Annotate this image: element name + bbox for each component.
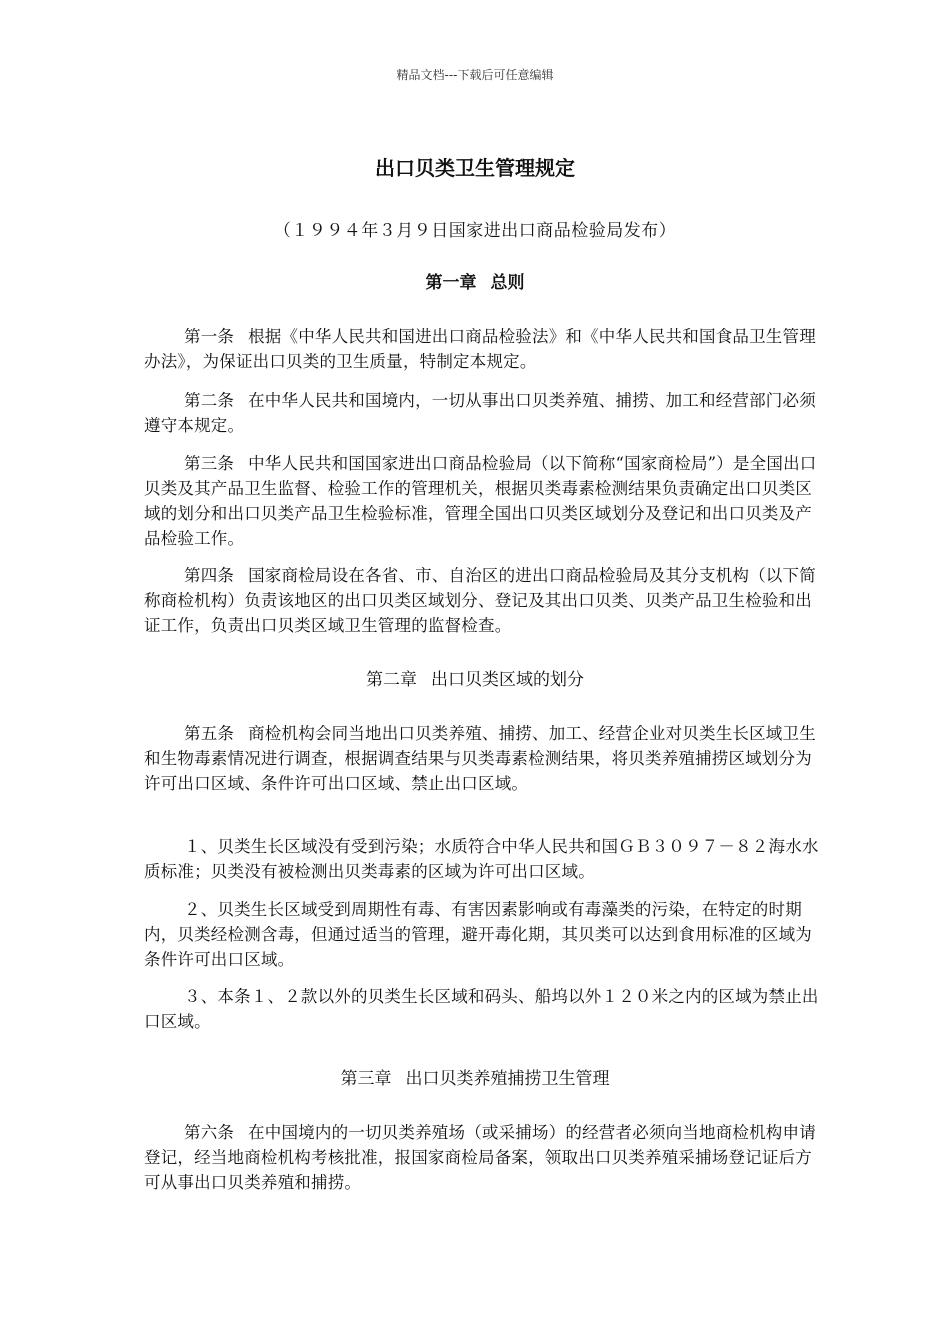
article-5 (144, 721, 824, 796)
chapter-label: 第一章 (425, 273, 477, 293)
chapter-name: 出口贝类区域的划分 (431, 670, 584, 690)
article-text: 国家商检局设在各省、市、自治区的进出口商品检验局及其分支机构（以下简称商检机构）负责该地区的出口贝类区域划分、登记及其出口贝类、贝类产品卫生检验和出证工作，负责出口贝类区域卫生管理的监督检查。 (144, 566, 816, 635)
article-label: 第二条 (184, 391, 235, 410)
chapter-3-heading (0, 1064, 950, 1089)
chapter-label: 第三章 (340, 1069, 392, 1089)
article-text: 在中华人民共和国境内，一切从事出口贝类养殖、捕捞、加工和经营部门必须遵守本规定。 (144, 391, 816, 435)
article-text: 根据《中华人民共和国进出口商品检验法》和《中华人民共和国食品卫生管理办法》，为保证出口贝类的卫生质量，特制定本规定。 (144, 327, 816, 371)
item-2: ２、贝类生长区域受到周期性有毒、有害因素影响或有毒藻类的污染，在特定的时期内，贝类经检测含毒，但通过适当的管理，避开毒化期，其贝类可以达到食用标准的区域为条件许可出口区域。 (144, 900, 812, 969)
article-4 (144, 563, 824, 638)
chapter-label: 第二章 (366, 670, 417, 690)
chapter-name: 总则 (490, 273, 525, 293)
article-label: 第四条 (184, 566, 235, 585)
document-title: 出口贝类卫生管理规定 (375, 156, 575, 180)
article-text: 商检机构会同当地出口贝类养殖、捕捞、加工、经营企业对贝类生长区域卫生和生物毒素情况进行调查，根据调查结果与贝类毒素检测结果，将贝类养殖捕捞区域划分为许可出口区域、条件许可出口区域、禁止出口区域。 (144, 724, 816, 793)
article-1 (144, 324, 824, 374)
article-6 (144, 1120, 824, 1195)
item-3: ３、本条１、２款以外的贝类生长区域和码头、船坞以外１２０米之内的区域为禁止出口区域。 (144, 987, 819, 1031)
article-2 (144, 388, 824, 438)
chapter-2-heading (0, 665, 950, 690)
item-1: １、贝类生长区域没有受到污染；水质符合中华人民共和国ＧＢ３０９７－８２海水水质标准；贝类没有被检测出贝类毒素的区域为许可出口区域。 (144, 837, 819, 881)
article-label: 第一条 (184, 327, 235, 346)
chapter-1-heading (0, 268, 950, 293)
article-label: 第五条 (184, 724, 235, 743)
header-note: 精品文档---下载后可任意编辑 (396, 68, 554, 82)
chapter-name: 出口贝类养殖捕捞卫生管理 (405, 1069, 610, 1089)
article-3 (144, 451, 824, 551)
document-subtitle: （１９９４年３月９日国家进出口商品检验局发布） (273, 221, 677, 241)
article-text: 在中国境内的一切贝类养殖场（或采捕场）的经营者必须向当地商检机构申请登记，经当地商检机构考核批准，报国家商检局备案，领取出口贝类养殖采捕场登记证后方可从事出口贝类养殖和捕捞。 (144, 1123, 816, 1192)
article-label: 第三条 (184, 454, 235, 473)
article-label: 第六条 (184, 1123, 235, 1142)
article-text: 中华人民共和国国家进出口商品检验局（以下简称“国家商检局”）是全国出口贝类及其产品卫生监督、检验工作的管理机关，根据贝类毒素检测结果负责确定出口贝类区域的划分和出口贝类产品卫生检验标准，管理全国出口贝类区域划分及登记和出口贝类及产品检验工作。 (144, 454, 817, 548)
